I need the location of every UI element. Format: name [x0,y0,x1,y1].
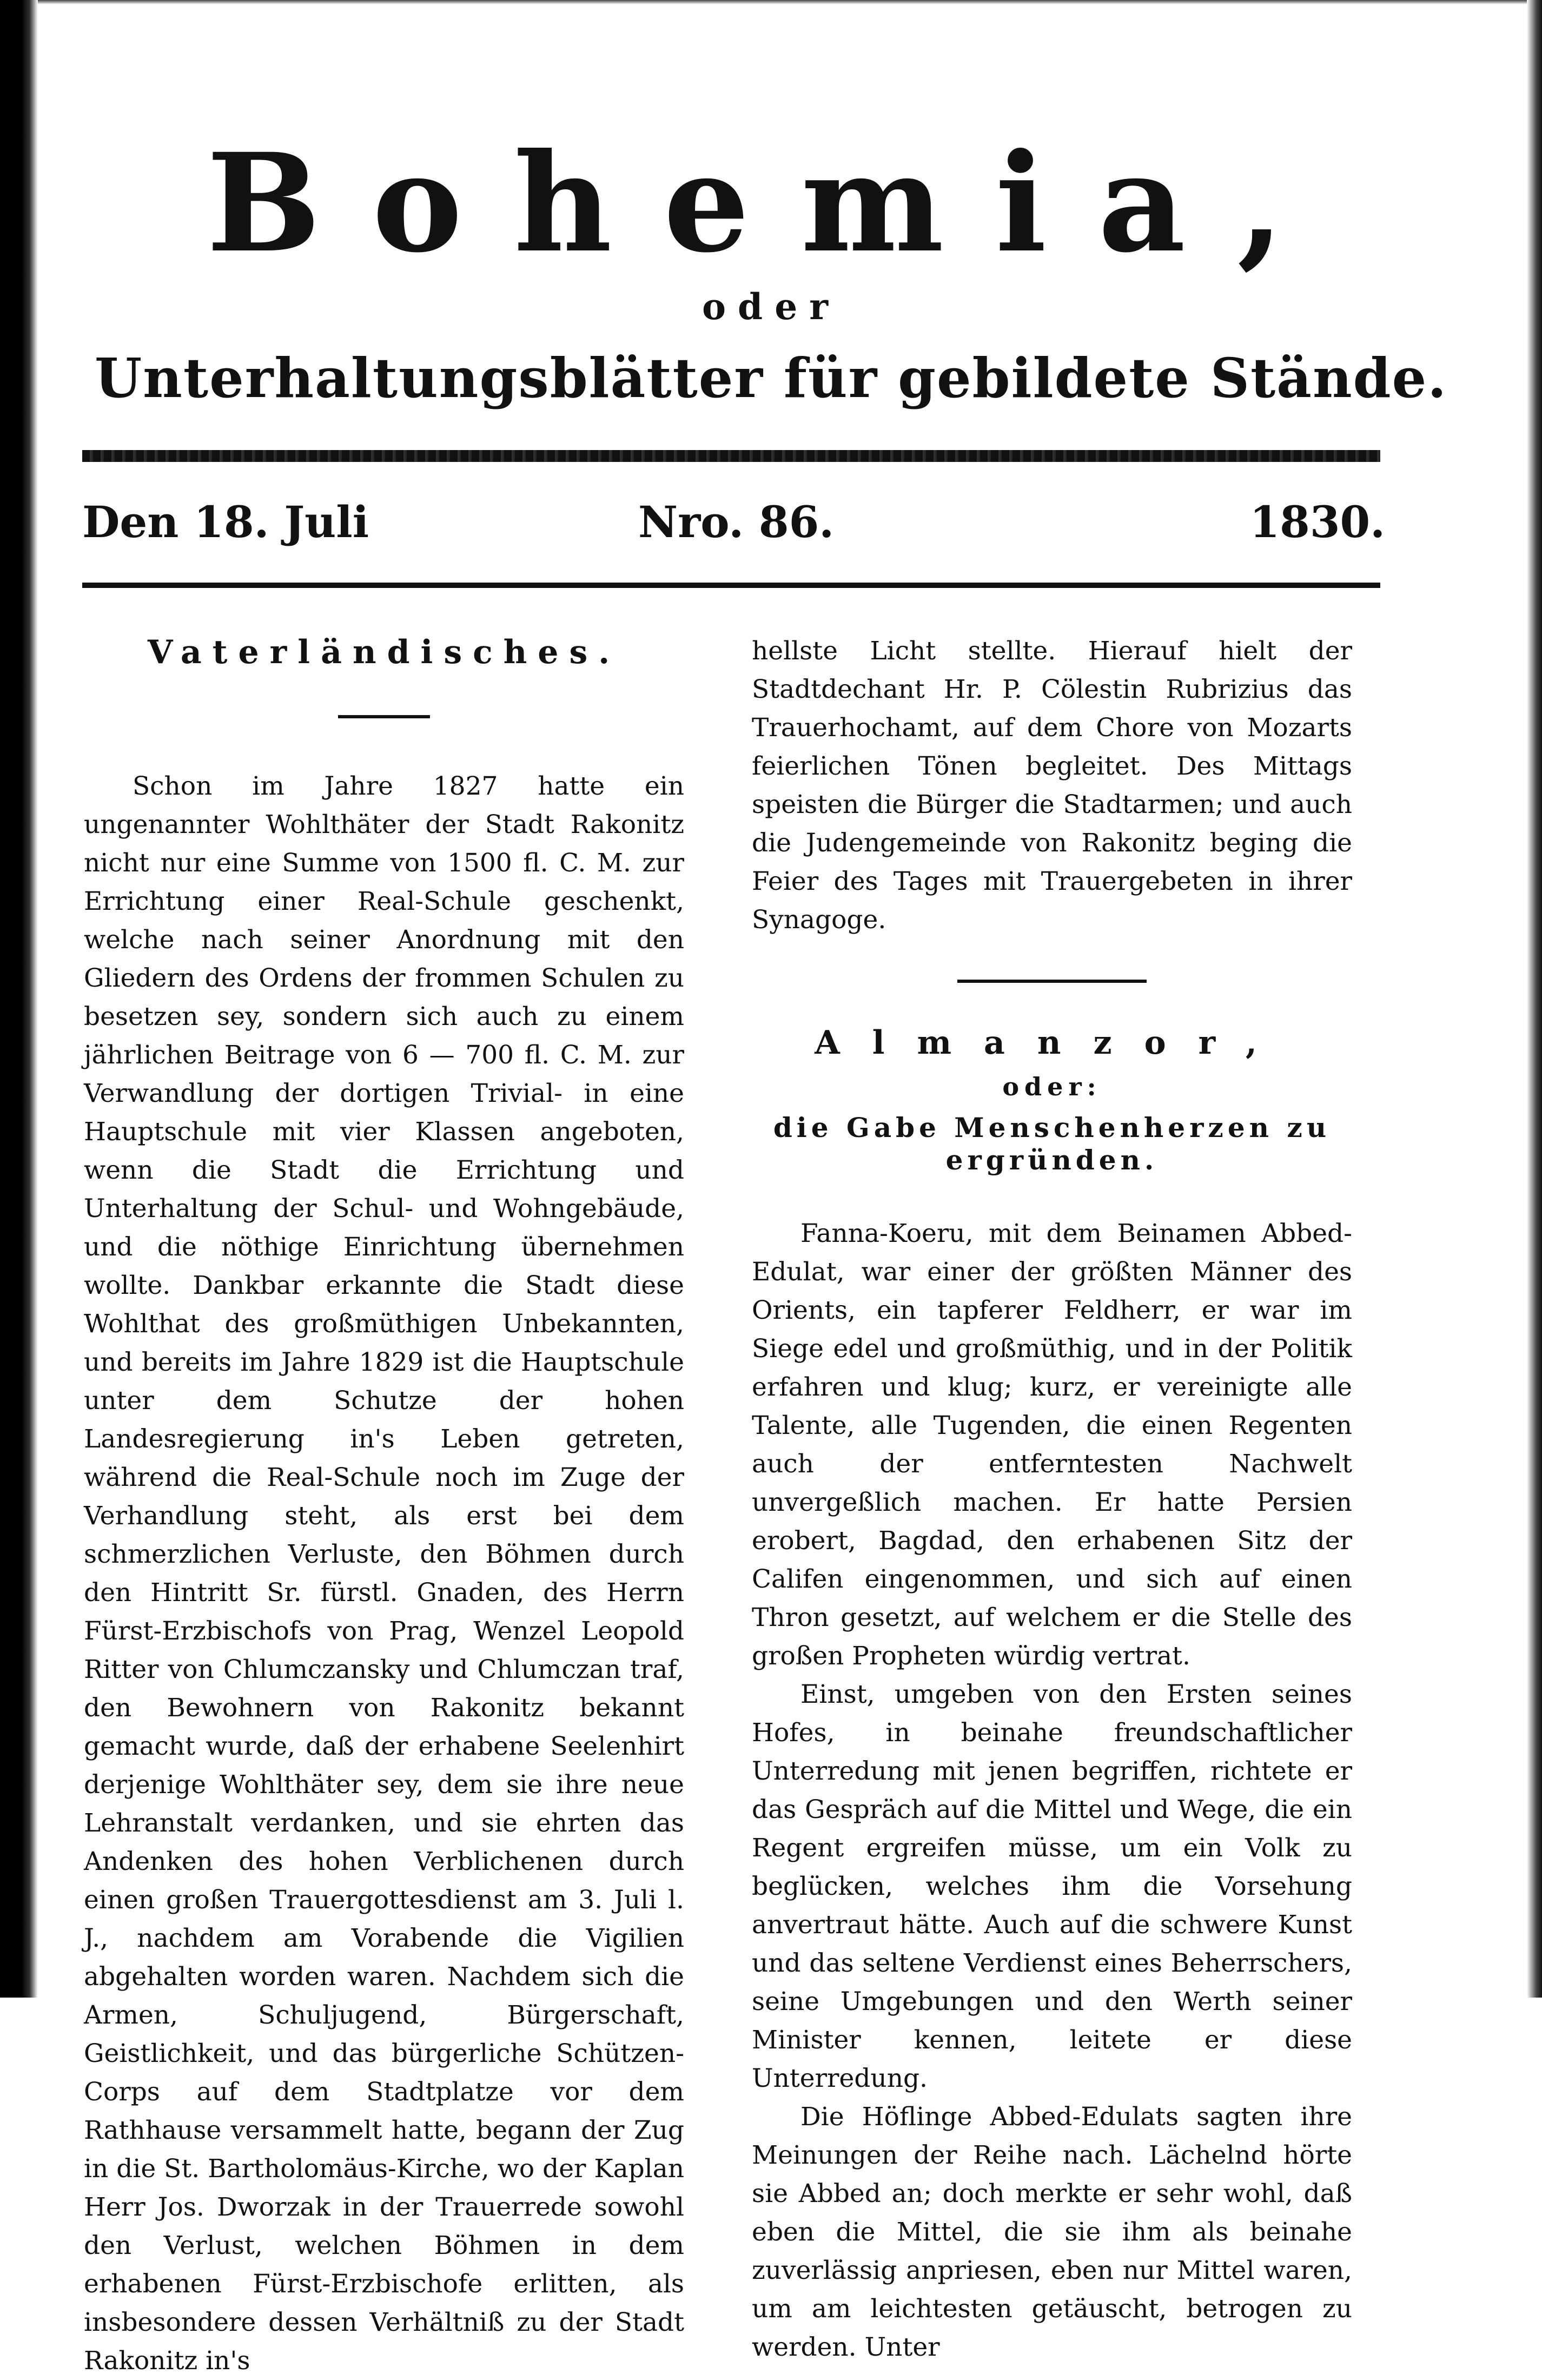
issue-number: Nro. 86. [638,497,835,547]
dateline-rule [82,583,1380,588]
section-divider [338,715,430,718]
article-heading-almanzor: Almanzor, [815,1024,1289,1062]
section-divider [957,980,1147,983]
left-column [84,633,684,2380]
story-paragraph-3: Die Höflinge Abbed-Edulats sagten ihre Meinungen der Reihe nach. Lächelnd hörte sie Abbed an; doch merkte er sehr wohl, daß eben die Mittel, die sie ihm als beinahe zuverlässig anpriesen, eben nur Mittel waren, um am leichtesten getäuscht, betrogen zu werden. Unter [752,2102,1352,2363]
newspaper-subtitle: Unterhaltungsblätter für gebildete Stände. [94,346,1448,410]
article-subheading: die Gabe Menschenherzen zu ergründen. [773,1112,1331,1176]
masthead-rule [82,450,1380,462]
article-heading-vaterlaendisches: Vaterländisches. [147,633,621,671]
article-body: Schon im Jahre 1827 hatte ein ungenannter Wohlthäter der Stadt Rakonitz nicht nur eine Summe von 1500 fl. C. M. zur Errichtung einer Real-Schule geschenkt, welche nach seiner Anordnung mit den Gliedern des Ordens der frommen Schulen zu besetzen sey, sondern sich auch zu einem jährlichen Beitrage von 6 — 700 fl. C. M. zur Verwandlung der dortigen Trivial- in eine Hauptschule mit vier Klassen angeboten, wenn die Stadt die Errichtung und Unterhaltung der Schul- und Wohngebäude, und die nöthige Einrichtung übernehmen wollte. Dankbar erkannte die Stadt diese Wohlthat des großmüthigen Unbekannten, und bereits im Jahre 1829 ist die Hauptschule unter dem Schutze der hohen Landesregierung in's Leben getreten, während die Real-Schule noch im Zuge der Verhandlung steht, als erst bei dem schmerzlichen Verluste, den Böhmen durch den Hintritt Sr. fürstl. Gnaden, des Herrn Fürst-Erzbischofs von Prag, Wenzel Leopold Ritter von Chlumczansky und Chlumczan traf, den Bewohnern von Rakonitz bekannt gemacht wurde, daß der erhabene Seelenhirt derjenige Wohlthäter sey, dem sie ihre neue Lehranstalt verdanken, und sie ehrten das Andenken des hohen Verblichenen durch einen großen Trauergottesdienst am 3. Juli l. J., nachdem am Vorabende die Vigilien abgehalten worden waren. Nachdem sich die Armen, Schuljugend, Bürgerschaft, Geistlichkeit, und das bürgerliche Schützen-Corps auf dem Stadtplatze vor dem Rathhause versammelt hatte, begann der Zug in die St. Bartholomäus-Kirche, wo der Kaplan Herr Jos. Dworzak in der Trauerrede sowohl den Verlust, welchen Böhmen in dem erhabenen Fürst-Erzbischofe erlitten, als insbesondere dessen Verhältniß zu der Stadt Rakonitz in's [84,771,684,2376]
right-column [752,633,1352,2366]
issue-date: Den 18. Juli [82,497,369,547]
issue-year: 1830. [1249,497,1385,547]
story-paragraph-1: Fanna-Koeru, mit dem Beinamen Abbed-Edulat, war einer der größten Männer des Orients, ein tapferer Feldherr, er war im Siege edel und großmüthig, und in der Politik erfahren und klug; kurz, er vereinigte alle Talente, alle Tugenden, die einen Regenten auch der entferntesten Nachwelt unvergeßlich machen. Er hatte Persien erobert, Bagdad, den erhabenen Sitz der Califen eingenommen, und sich auf einen Thron gesetzt, auf welchem er die Stelle des großen Propheten würdig vertrat. [752,1219,1352,1671]
newspaper-title: Bohemia, [206,123,1336,282]
heading-connector: oder: [1002,1072,1102,1101]
scan-top-edge [38,0,1527,4]
article-continuation: hellste Licht stellte. Hierauf hielt der Stadtdechant Hr. P. Cölestin Rubrizius das Trauerhochamt, auf dem Chore von Mozarts feierlichen Tönen begleitet. Des Mittags speisten die Bürger die Stadtarmen; und auch die Judengemeinde von Rakonitz beging die Feier des Tages mit Trauergebeten in ihrer Synagoge. [752,636,1352,935]
story-paragraph-2: Einst, umgeben von den Ersten seines Hofes, in beinahe freundschaftlicher Unterredung mit jenen begriffen, richtete er das Gespräch auf die Mittel und Wege, die ein Regent ergreifen müsse, um ein Volk zu beglücken, welches ihm die Vorsehung anvertraut hätte. Auch auf die schwere Kunst und das seltene Verdienst eines Beherrschers, seine Umgebungen und den Werth seiner Minister kennen, leitete er diese Unterredung. [752,1680,1352,2094]
title-connector: oder [702,286,840,328]
